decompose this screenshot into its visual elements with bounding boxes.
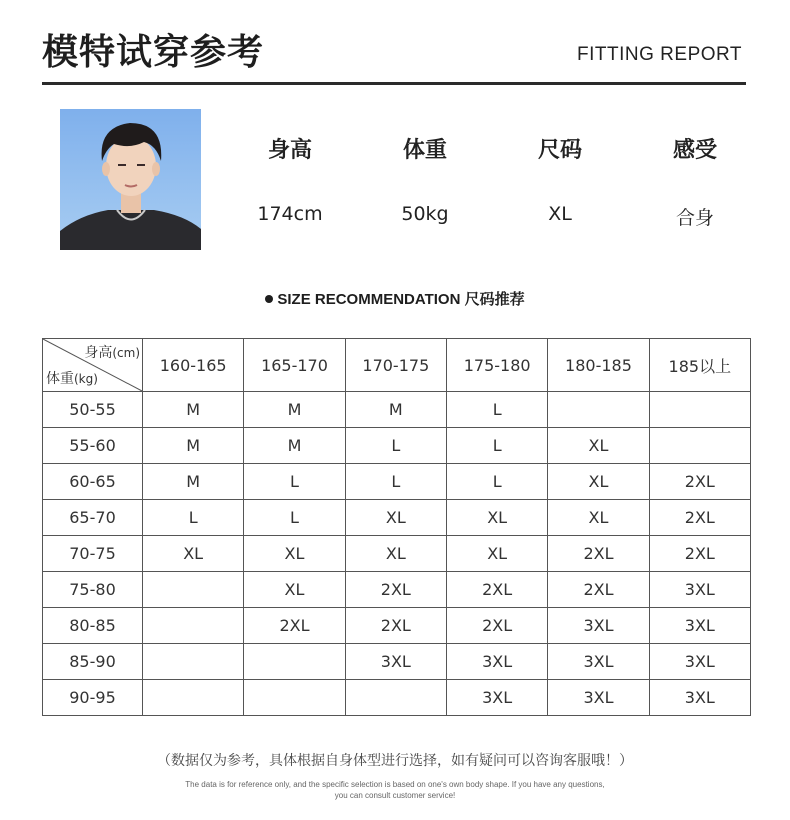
- size-cell: M: [345, 392, 446, 428]
- table-row: [43, 572, 751, 608]
- height-axis-label: 身高(cm): [84, 345, 140, 361]
- size-cell: [143, 572, 244, 608]
- weight-range-cell: 75-80: [43, 572, 143, 608]
- size-cell: XL: [345, 500, 446, 536]
- size-cell: [649, 392, 750, 428]
- size-cell: 3XL: [548, 680, 649, 716]
- size-cell: M: [244, 392, 345, 428]
- size-cell: 3XL: [446, 644, 547, 680]
- size-cell: L: [446, 464, 547, 500]
- weight-range-cell: 90-95: [43, 680, 143, 716]
- table-corner-cell: [43, 339, 143, 392]
- size-cell: 2XL: [649, 464, 750, 500]
- stat-size-label: 尺码: [537, 138, 582, 163]
- size-cell: 3XL: [649, 572, 750, 608]
- size-cell: 2XL: [649, 536, 750, 572]
- size-cell: [548, 392, 649, 428]
- size-cell: 2XL: [446, 608, 547, 644]
- size-cell: 3XL: [649, 680, 750, 716]
- size-cell: 2XL: [345, 572, 446, 608]
- height-range-header: 170-175: [345, 339, 446, 392]
- size-cell: [244, 644, 345, 680]
- title-divider: [42, 82, 746, 85]
- stat-feel-label: 感受: [672, 138, 717, 163]
- size-cell: XL: [548, 500, 649, 536]
- size-cell: 2XL: [548, 572, 649, 608]
- recommendation-title-text: SIZE RECOMMENDATION 尺码推荐: [277, 291, 525, 308]
- size-cell: 2XL: [244, 608, 345, 644]
- table-row: [43, 428, 751, 464]
- size-cell: 2XL: [345, 608, 446, 644]
- size-cell: 2XL: [446, 572, 547, 608]
- size-cell: L: [446, 392, 547, 428]
- size-cell: XL: [244, 572, 345, 608]
- page-title-en: FITTING REPORT: [577, 44, 742, 65]
- size-cell: [244, 680, 345, 716]
- weight-range-cell: 70-75: [43, 536, 143, 572]
- table-row: [43, 536, 751, 572]
- stat-weight-value: 50kg: [401, 203, 449, 225]
- size-cell: [143, 608, 244, 644]
- height-range-header: 185以上: [649, 339, 750, 392]
- size-cell: XL: [345, 536, 446, 572]
- size-cell: [143, 680, 244, 716]
- stat-size-value: XL: [548, 203, 572, 225]
- weight-range-cell: 85-90: [43, 644, 143, 680]
- disclaimer-en: [0, 779, 790, 801]
- weight-range-cell: 55-60: [43, 428, 143, 464]
- stat-height-value: 174cm: [257, 203, 323, 225]
- size-cell: 3XL: [446, 680, 547, 716]
- size-cell: [143, 644, 244, 680]
- size-cell: XL: [548, 464, 649, 500]
- size-cell: L: [345, 428, 446, 464]
- size-cell: XL: [446, 500, 547, 536]
- size-cell: M: [143, 464, 244, 500]
- stat-weight-label: 体重: [402, 138, 447, 163]
- size-cell: M: [143, 392, 244, 428]
- size-cell: XL: [446, 536, 547, 572]
- table-row: [43, 608, 751, 644]
- bullet-dot-icon: [265, 295, 273, 303]
- size-cell: L: [446, 428, 547, 464]
- disclaimer-en-line: The data is for reference only, and the specific selection is based on one's own body shape. If you have any questions,: [185, 780, 605, 789]
- disclaimer-cn: （数据仅为参考，具体根据自身体型进行选择，如有疑问可以咨询客服哦！）: [157, 753, 633, 769]
- size-cell: L: [244, 464, 345, 500]
- table-row: [43, 392, 751, 428]
- model-photo: [60, 109, 201, 250]
- size-cell: 2XL: [649, 500, 750, 536]
- disclaimer-en-line: you can consult customer service!: [334, 791, 456, 800]
- height-range-header: 165-170: [244, 339, 345, 392]
- size-cell: L: [345, 464, 446, 500]
- page-title: 模特试穿参考: [42, 32, 265, 73]
- size-cell: [345, 680, 446, 716]
- size-cell: L: [143, 500, 244, 536]
- size-table: [42, 338, 751, 716]
- table-header-row: [43, 339, 751, 392]
- size-cell: 3XL: [649, 608, 750, 644]
- stat-height-label: 身高: [267, 138, 312, 163]
- weight-range-cell: 50-55: [43, 392, 143, 428]
- size-cell: M: [244, 428, 345, 464]
- weight-axis-label: 体重(kg): [46, 371, 98, 387]
- weight-range-cell: 65-70: [43, 500, 143, 536]
- recommendation-title: [0, 288, 790, 309]
- size-cell: 3XL: [548, 608, 649, 644]
- size-cell: XL: [143, 536, 244, 572]
- height-range-header: 175-180: [446, 339, 547, 392]
- size-cell: L: [244, 500, 345, 536]
- size-cell: 3XL: [548, 644, 649, 680]
- height-range-header: 160-165: [143, 339, 244, 392]
- stat-feel-value: 合身: [675, 207, 714, 229]
- table-row: [43, 500, 751, 536]
- weight-range-cell: 60-65: [43, 464, 143, 500]
- size-cell: XL: [548, 428, 649, 464]
- size-cell: [649, 428, 750, 464]
- size-cell: M: [143, 428, 244, 464]
- size-cell: XL: [244, 536, 345, 572]
- size-cell: 3XL: [649, 644, 750, 680]
- table-row: [43, 680, 751, 716]
- table-row: [43, 464, 751, 500]
- weight-range-cell: 80-85: [43, 608, 143, 644]
- size-cell: 2XL: [548, 536, 649, 572]
- size-cell: 3XL: [345, 644, 446, 680]
- height-range-header: 180-185: [548, 339, 649, 392]
- table-row: [43, 644, 751, 680]
